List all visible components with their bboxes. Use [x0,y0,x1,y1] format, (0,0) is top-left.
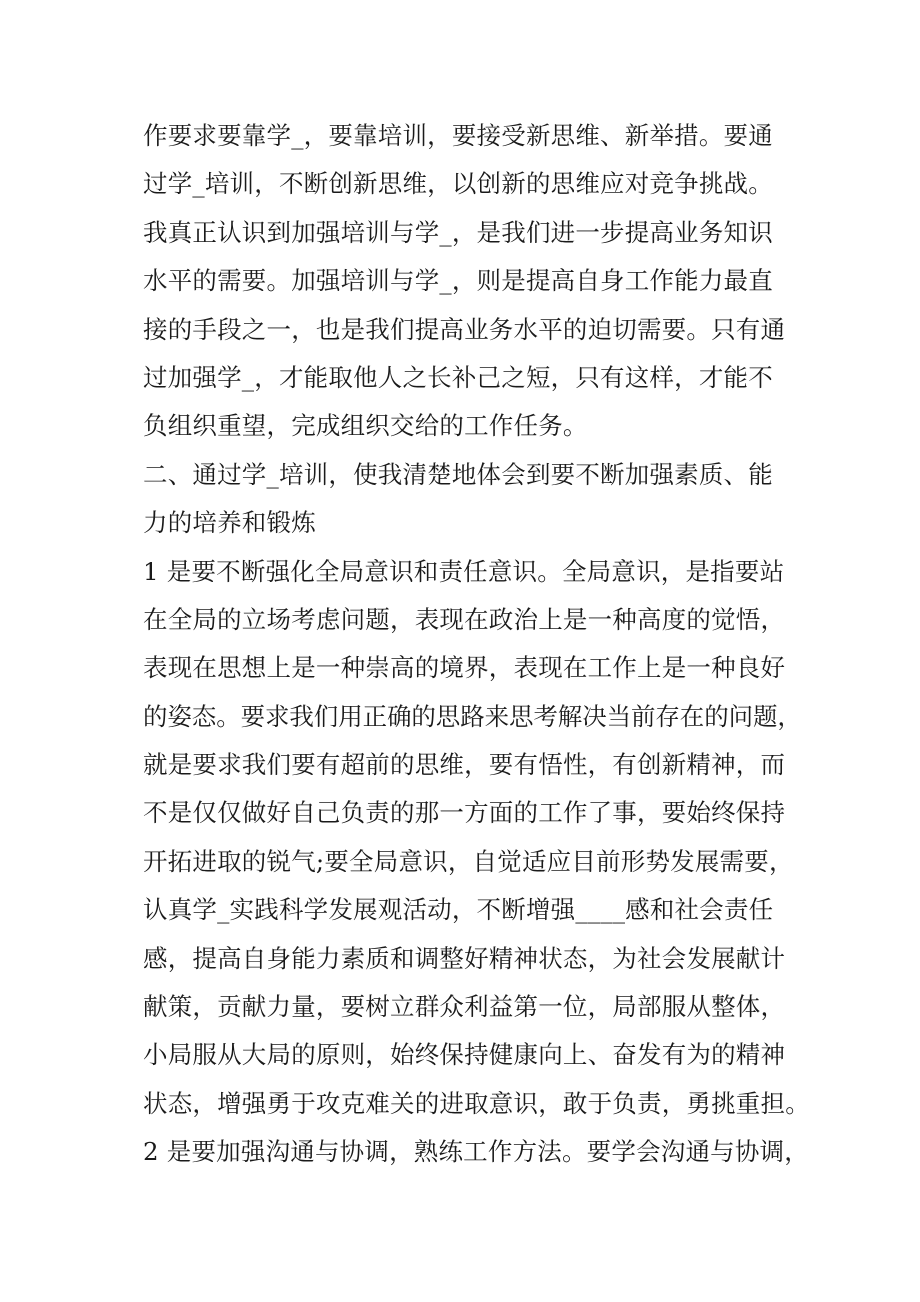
body-text [143,112,810,1177]
text-line: 就是要求我们要有超前的思维，要有悟性，有创新精神，而 [143,750,786,780]
text-line: 开拓进取的锐气;要全局意识，自觉适应目前形势发展需要， [143,846,794,876]
text-line: 过学_培训，不断创新思维，以创新的思维应对竞争挑战。 [143,169,773,199]
text-line: 过加强学_，才能取他人之长补己之短，只有这样，才能不 [143,362,773,392]
text-line: 作要求要靠学_，要靠培训，要接受新思维、新举措。要通 [143,121,773,150]
section-heading-line: 力的培养和锻炼 [143,508,316,538]
text-line: 负组织重望，完成组织交给的工作任务。 [143,411,588,441]
text-line: 我真正认识到加强培训与学_，是我们进一步提高业务知识 [143,217,773,247]
text-line: 表现在思想上是一种崇高的境界，表现在工作上是一种良好 [143,653,786,683]
text-line: 1 是要不断强化全局意识和责任意识。全局意识，是指要站 [143,556,785,586]
text-line: 小局服从大局的原则，始终保持健康向上、奋发有为的精神 [143,1040,786,1070]
section-heading-line: 二、通过学_培训，使我清楚地体会到要不断加强素质、能 [143,459,773,489]
text-line: 2 是要加强沟通与协调，熟练工作方法。要学会沟通与协调， [143,1137,809,1167]
text-line: 状态，增强勇于攻克难关的进取意识，敢于负责，勇挑重担。 [143,1088,810,1118]
text-line: 不是仅仅做好自己负责的那一方面的工作了事，要始终保持 [143,798,786,828]
text-line: 水平的需要。加强培训与学_，则是提高自身工作能力最直 [143,266,773,296]
text-line: 献策，贡献力量，要树立群众利益第一位，局部服从整体， [143,992,786,1022]
text-line: 的姿态。要求我们用正确的思路来思考解决当前存在的问题， [143,701,802,731]
text-line: 在全局的立场考虑问题，表现在政治上是一种高度的觉悟， [143,604,786,634]
text-line: 感，提高自身能力素质和调整好精神状态，为社会发展献计 [143,943,786,973]
text-line: 接的手段之一，也是我们提高业务水平的迫切需要。只有通 [143,314,786,344]
text-line: 认真学_实践科学发展观活动，不断增强____感和社会责任 [143,895,774,925]
